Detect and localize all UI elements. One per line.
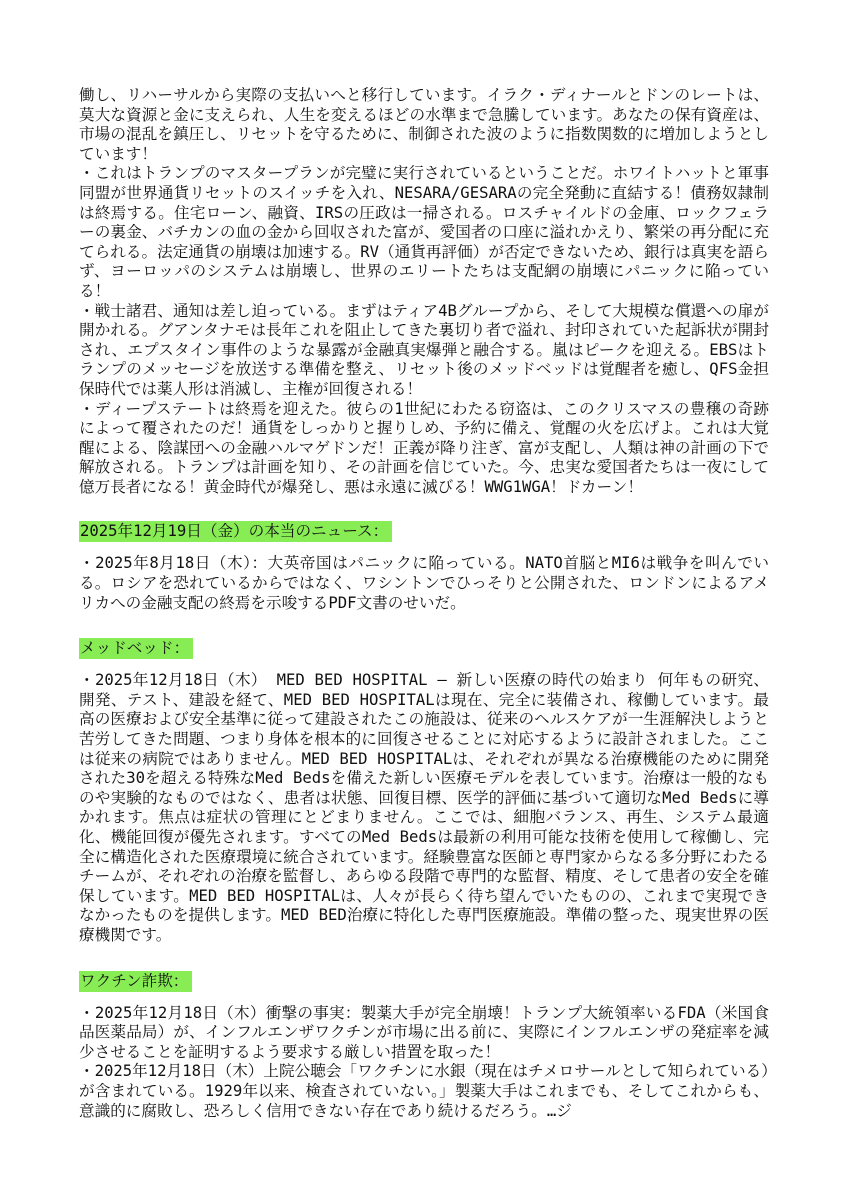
section-vaccine-body [79, 1004, 769, 1122]
section-medbed-body [79, 671, 769, 945]
vaccine-paragraph-1: ・2025年12月18日（木）衝撃の事実：製薬大手が完全崩壊！トランプ大統領率いるFDA（米国食品医薬品局）が、インフルエンザワクチンが市場に出る前に、実際にインフルエンザの発症率を減少させることを証明するよう要求する厳しい措置を取った！ [79, 1003, 769, 1061]
section-real-news-heading-wrap [79, 521, 769, 542]
section-real-news-body [79, 554, 769, 613]
vaccine-paragraph-2: ・2025年12月18日（木）上院公聴会「ワクチンに水銀（現在はチメロサールとして知られている）が含まれている。1929年以来、検査されていない。」製薬大手はこれまでも、そしてこれからも、意識的に腐敗し、恐ろしく信用できない存在であり続けるだろう。…ジ [79, 1062, 769, 1120]
intro-paragraph-2: ・これはトランプのマスタープランが完璧に実行されているということだ。ホワイトハットと軍事同盟が世界通貨リセットのスイッチを入れ、NESARA/GESARAの完全発動に直結する！債務奴隷制は終焉する。住宅ローン、融資、IRSの圧政は一掃される。ロスチャイルドの金庫、ロックフェラーの裏金、バチカンの血の金から回収された富が、愛国者の口座に溢れかえり、繁栄の再分配に充てられる。法定通貨の崩壊は加速する。RV（通貨再評価）が否定できないため、銀行は真実を語らず、ヨーロッパのシステムは崩壊し、世界のエリートたちは支配網の崩壊にパニックに陥っている！ [79, 164, 769, 300]
intro-paragraph-3: ・戦士諸君、通知は差し迫っている。まずはティア4Bグループから、そして大規模な償還への扉が開かれる。グアンタナモは長年これを阻止してきた裏切り者で溢れ、封印されていた起訴状が開封され、エプスタイン事件のような暴露が金融真実爆弾と融合する。嵐はピークを迎える。EBSはトランプのメッセージを放送する準備を整え、リセット後のメッドベッドは覚醒者を癒し、QFS金担保時代では薬人形は消滅し、主権が回復される！ [79, 301, 769, 398]
intro-block [79, 86, 769, 497]
section-medbed-heading-wrap [79, 638, 769, 659]
intro-paragraph-1: 働し、リハーサルから実際の支払いへと移行しています。イラク・ディナールとドンのレートは、莫大な資源と金に支えられ、人生を変えるほどの水準まで急騰しています。あなたの保有資産は、市場の混乱を鎮圧し、リセットを守るために、制御された波のように指数関数的に増加しようとしています！ [79, 86, 769, 163]
section-heading-medbed: メッドベッド： [79, 638, 193, 659]
medbed-paragraph: ・2025年12月18日（木） MED BED HOSPITAL – 新しい医療の時代の始まり 何年もの研究、開発、テスト、建設を経て、MED BED HOSPITALは現在、完全に装備され、稼働しています。最高の医療および安全基準に従って建設されたこの施設は、従来のヘルスケアが一生涯解決しようと苦労してきた問題、つまり身体を根本的に回復させることに対応するように設計されました。ここは従来の病院ではありません。MED BED HOSPITALは、それぞれが異なる治療機能のために開発された30を超える特殊なMed Bedsを備えた新しい医療モデルを表しています。治療は一般的なものや実験的なものではなく、患者は状態、回復目標、医学的評価に基づいて適切なMed Bedsに導かれます。焦点は症状の管理にとどまりません。ここでは、細胞バランス、再生、システム最適化、機能回復が優先されます。すべてのMed Bedsは最新の利用可能な技術を使用して稼働し、完全に構造化された医療環境に統合されています。経験豊富な医師と専門家からなる多分野にわたるチームが、それぞれの治療を監督し、あらゆる段階で専門的な監督、精度、そして患者の安全を確保しています。MED BED HOSPITALは、人々が長らく待ち望んでいたものの、これまで実現できなかったものを提供します。MED BED治療に特化した専門医療施設。準備の整った、現実世界の医療機関です。 [79, 671, 769, 944]
real-news-paragraph: ・2025年8月18日（木）：大英帝国はパニックに陥っている。NATO首脳とMI6は戦争を叫んでいる。ロシアを恐れているからではなく、ワシントンでひっそりと公開された、ロンドンによるアメリカへの金融支配の終焉を示唆するPDF文書のせいだ。 [79, 554, 769, 612]
intro-paragraph-4: ・ディープステートは終焉を迎えた。彼らの1世紀にわたる窃盗は、このクリスマスの豊穣の奇跡によって覆されたのだ！通貨をしっかりと握りしめ、予約に備え、覚醒の火を広げよ。これは大覚醒による、陰謀団への金融ハルマゲドンだ！正義が降り注ぎ、富が支配し、人類は神の計画の下で解放される。トランプは計画を知り、その計画を信じていた。今、忠実な愛国者たちは一夜にして億万長者になる！黄金時代が爆発し、悪は永遠に滅びる！WWG1WGA！ドカーン！ [79, 399, 769, 496]
section-heading-real-news: 2025年12月19日（金）の本当のニュース： [79, 521, 392, 542]
document-page [79, 86, 769, 1121]
section-vaccine-heading-wrap [79, 971, 769, 992]
section-heading-vaccine: ワクチン詐欺： [79, 971, 192, 992]
